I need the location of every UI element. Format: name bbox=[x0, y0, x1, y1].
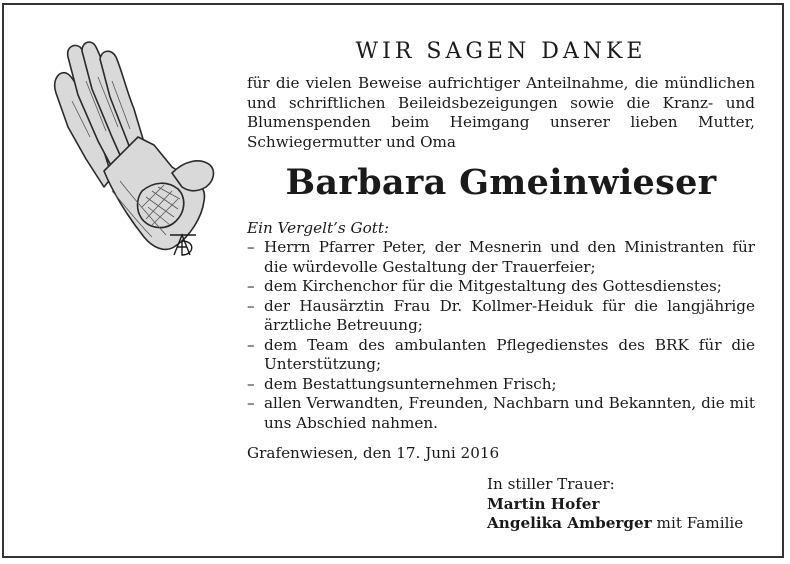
list-item: – allen Verwandten, Freunden, Nachbarn und Bekannten, die mit uns Abschied nahmen. bbox=[247, 394, 755, 433]
deceased-name: Barbara Gmeinwieser bbox=[285, 162, 717, 203]
mourner-suffix: mit Familie bbox=[651, 514, 744, 532]
mourners-block bbox=[487, 475, 743, 534]
vergelt-line: Ein Vergelt’s Gott: bbox=[247, 219, 390, 237]
notice-heading: WIR SAGEN DANKE bbox=[355, 39, 647, 64]
list-item: – der Hausärztin Frau Dr. Kollmer-Heiduk für die langjährige ärztliche Betreuung; bbox=[247, 297, 755, 336]
thanks-list bbox=[247, 238, 755, 433]
mourner-family-line bbox=[487, 514, 743, 534]
mourner-name: Angelika Amberger bbox=[487, 514, 652, 532]
place-date: Grafenwiesen, den 17. Juni 2016 bbox=[247, 444, 500, 462]
praying-hands-icon bbox=[42, 41, 218, 259]
list-item: – dem Team des ambulanten Pflegedienstes des BRK für die Unterstützung; bbox=[247, 336, 755, 375]
notice-intro-text: für die vielen Beweise aufrichtiger Anteilnahme, die mündlichen und schriftlichen Beileidsbezeigungen sowie die Kranz- und Blumenspenden beim Heimgang unserer lieben Mutter, Schwiegermutter und Oma bbox=[247, 74, 755, 151]
mourners-label: In stiller Trauer: bbox=[487, 475, 615, 493]
list-item: – dem Bestattungsunternehmen Frisch; bbox=[247, 375, 755, 395]
list-item: – Herrn Pfarrer Peter, der Mesnerin und den Ministranten für die würdevolle Gestaltung der Trauerfeier; bbox=[247, 238, 755, 277]
list-item: – dem Kirchenchor für die Mitgestaltung des Gottesdienstes; bbox=[247, 277, 755, 297]
mourner-name: Martin Hofer bbox=[487, 494, 600, 513]
obituary-notice bbox=[2, 3, 784, 558]
